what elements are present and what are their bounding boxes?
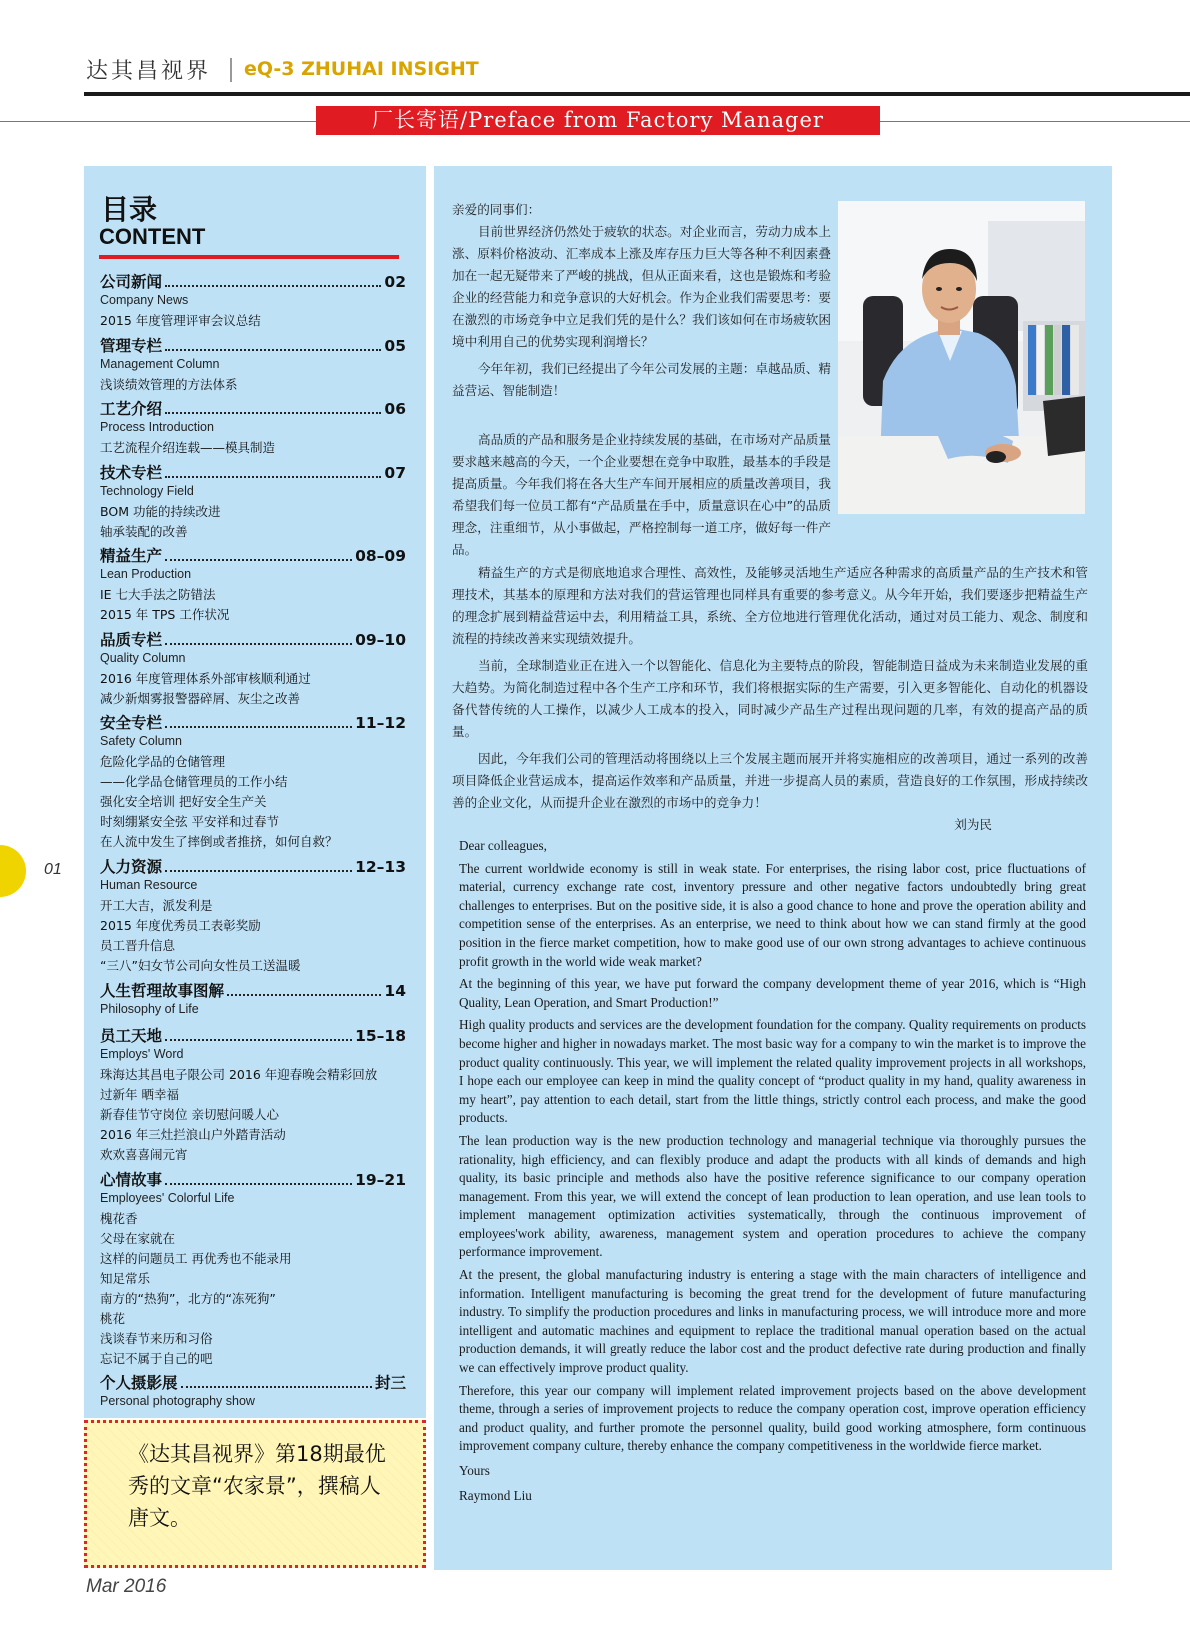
letter-zh-paragraph: 高品质的产品和服务是企业持续发展的基础，在市场对产品质量要求越来越高的今天，一个企业要想在竞争中取胜，最基本的手段是提高质量。今年我们将在各大生产车间开展相应的质量改善项目，我希望我们每一位员工都有“产品质量在手中，质量意识在心中”的品质理念，注重细节，从小事做起，严格控制每一道工序，做好每一件产品。 <box>452 432 831 557</box>
toc-item[interactable]: 忘记不属于自己的吧 <box>100 1351 213 1366</box>
page-tab-marker <box>0 845 26 897</box>
toc-item[interactable]: 浅谈春节来历和习俗 <box>100 1331 213 1346</box>
portrait-illustration <box>838 201 1085 514</box>
toc-leader-dots <box>227 994 381 996</box>
toc-entry-en: Lean Production <box>100 567 192 581</box>
toc-item[interactable]: 南方的“热狗”，北方的“冻死狗” <box>100 1291 276 1306</box>
letter-en-greeting: Dear colleagues, <box>459 838 547 853</box>
toc-entry-en: Quality Column <box>100 651 186 665</box>
letter-zh-greeting: 亲爱的同事们： <box>452 202 541 217</box>
toc-entry-page: 08–09 <box>355 547 406 565</box>
toc-item[interactable]: 强化安全培训 把好安全生产关 <box>100 794 267 809</box>
toc-entry-title: 精益生产 <box>100 547 163 565</box>
toc-item[interactable]: 2016 年三灶拦浪山户外踏青活动 <box>100 1127 286 1142</box>
toc-entry-en: Technology Field <box>100 484 194 498</box>
toc-item[interactable]: 开工大吉，派发利是 <box>100 898 213 913</box>
toc-item[interactable]: ——化学品仓储管理员的工作小结 <box>100 774 288 789</box>
toc-entry-technology[interactable] <box>100 463 406 542</box>
page-number: 01 <box>44 861 62 878</box>
toc-entry-en: Philosophy of Life <box>100 1002 199 1016</box>
magazine-title-en: eQ-3 ZHUHAI INSIGHT <box>244 58 479 80</box>
letter-zh-paragraph: 精益生产的方式是彻底地追求合理性、高效性，及能够灵活地生产适应各种需求的高质量产品的生产技术和管理技术，其基本的原理和方法对我们的营运管理也同样具有重要的参考意义。从今年开始，我们要逐步把精益生产的理念扩展到精益营运中去，利用精益工具，系统、全方位地进行管理优化活动，通过对员工能力、观念、制度和流程的持续改善来实现绩效提升。 <box>452 565 1088 646</box>
toc-entry-page: 11–12 <box>355 714 406 732</box>
toc-entry-title: 管理专栏 <box>100 337 163 355</box>
letter-zh-paragraph: 因此，今年我们公司的管理活动将围绕以上三个发展主题而展开并将实施相应的改善项目，通过一系列的改善项目降低企业营运成本，提高运作效率和产品质量，并进一步提高人员的素质，营造良好的工作氛围，形成持续改善的企业文化，从而提升企业在激烈的市场中的竞争力！ <box>452 751 1088 810</box>
toc-item[interactable]: 槐花香 <box>100 1211 138 1226</box>
toc-item[interactable]: 知足常乐 <box>100 1271 151 1286</box>
toc-entry-en: Safety Column <box>100 734 182 748</box>
toc-item[interactable]: 轴承装配的改善 <box>100 524 188 539</box>
toc-entry-page: 09–10 <box>355 631 406 649</box>
toc-entry-philosophy[interactable] <box>100 981 406 1017</box>
section-line-right <box>880 121 1190 122</box>
letter-zh-paragraph: 今年年初，我们已经提出了今年公司发展的主题：卓越品质、精益营运、智能制造！ <box>452 361 831 398</box>
letter-zh-lower <box>452 562 1088 836</box>
toc-item[interactable]: 欢欢喜喜闹元宵 <box>100 1147 188 1162</box>
toc-entry-title: 人生哲理故事图解 <box>100 982 225 1000</box>
toc-entry-page: 07 <box>384 464 406 482</box>
magazine-title-zh: 达其昌视界 <box>86 59 212 84</box>
section-title: 厂长寄语/Preface from Factory Manager <box>372 108 824 132</box>
toc-entry-photography[interactable] <box>100 1373 406 1409</box>
toc-entry-colorful-life[interactable] <box>100 1170 406 1369</box>
letter-en-paragraph: The lean production way is the new production technology and managerial technique via thoroughly pursues the rationality, high efficiency, and can flexibly produce and adapt the products with all kinds of demands and high quality, its basic principle and methods also have the positive reference significance to our company operation management. From this year, we will extend the concept of lean production to lean operation, and use lean tools to implement management optimization activities systematically, through the continuous improvement of employees'work ability, awareness, management system and operation procedures to achieve the company performance improvement. <box>459 1132 1086 1260</box>
toc-title-en: CONTENT <box>99 224 206 249</box>
toc-leader-dots <box>165 726 352 728</box>
toc-item[interactable]: 时刻绷紧安全弦 平安祥和过春节 <box>100 814 279 829</box>
toc-item[interactable]: 工艺流程介绍连载——模具制造 <box>100 440 276 455</box>
toc-entry-employees-world[interactable] <box>100 1026 406 1165</box>
toc-leader-dots <box>165 1039 352 1041</box>
toc-entry-page: 12–13 <box>355 858 406 876</box>
toc-entry-title: 品质专栏 <box>100 631 163 649</box>
section-line-left <box>0 121 316 122</box>
toc-item[interactable]: 2015 年 TPS 工作状况 <box>100 607 230 622</box>
letter-en-closing: Yours <box>459 1463 490 1478</box>
toc-leader-dots <box>181 1386 372 1388</box>
letter-en-paragraph: At the present, the global manufacturing industry is entering a stage with the main characters of intelligence and information. Intelligent manufacturing is becoming the great trend for the development of future manufacturing industry. To simplify the production procedures and links in manufacturing process, we will introduce more and more intelligent and automatic machines and equipment to replace the traditional manual operation based on the actual production demands, it will greatly reduce the labor cost and the product defective rate during production and finally we can effectively improve product quality. <box>459 1267 1086 1376</box>
toc-entry-en: Human Resource <box>100 878 198 892</box>
toc-rule <box>99 255 399 259</box>
toc-leader-dots <box>165 285 381 287</box>
toc-entry-page: 19–21 <box>355 1171 406 1189</box>
letter-en-paragraph: The current worldwide economy is still in weak state. For enterprises, the rising labor cost, price fluctuations of material, currency exchange rate cost, inventory pressure and other negative factors undoubtedly bring great challenges to enterprises. But on the positive side, it is also a good chance to hone and prove the operation ability and competition sense of the enterprises. As an enterprise, we need to think about how we can stand firmly at the good position in the fierce market competition, how to make good use of our own strong advantages to achieve continuous profit growth in the world wide weak market? <box>459 860 1086 969</box>
toc-leader-dots <box>165 643 352 645</box>
toc-leader-dots <box>165 870 352 872</box>
toc-entry-en: Process Introduction <box>100 420 214 434</box>
toc-entry-title: 员工天地 <box>100 1027 163 1045</box>
toc-item[interactable]: 2015 年度优秀员工表彰奖励 <box>100 918 261 933</box>
toc-entry-safety[interactable] <box>100 713 406 852</box>
toc-entry-title: 公司新闻 <box>100 273 163 291</box>
factory-manager-photo <box>838 201 1085 514</box>
letter-zh-paragraph: 目前世界经济仍然处于疲软的状态。对企业而言，劳动力成本上涨、原料价格波动、汇率成本上涨及库存压力巨大等各种不利因素叠加在一起无疑带来了严峻的挑战，但从正面来看，这也是锻炼和考验企业的经营能力和竞争意识的大好机会。作为企业我们需要思考：要在激烈的市场竞争中立足我们凭的是什么？我们该如何在市场疲软困境中利用自己的优势实现利润增长？ <box>452 224 831 349</box>
toc-item[interactable]: 危险化学品的仓储管理 <box>100 754 226 769</box>
letter-en-paragraph: High quality products and services are the development foundation for the company. Quality requirements on products become higher and higher in nowadays market. The most basic way for a company to win the market is to improve the product quality continuously. This year, we will implement the related quality improvement projects in all workshops, I hope each our employee can keep in mind the quality concept of “product quality in my hand, quality awareness in my heart”, pay attention to each detail, start from the little things, strictly control each process, and make the good products. <box>459 1017 1086 1126</box>
toc-entry-en: Company News <box>100 293 189 307</box>
toc-entry-page: 02 <box>384 273 406 291</box>
toc-entry-page: 15–18 <box>355 1027 406 1045</box>
toc-entry-hr[interactable] <box>100 857 406 976</box>
toc-leader-dots <box>165 412 381 414</box>
toc-entry-title: 技术专栏 <box>100 464 163 482</box>
letter-en-paragraph: Therefore, this year our company will implement related improvement projects based on the above development theme, through a series of improvement projects to reduce the company operation cost, improve operation efficiency and product quality, and further promote the personnel quality, build good working atmosphere, form continuous improvement company culture, thereby enhance the company competitiveness in the worldwide fierce market. <box>459 1382 1086 1454</box>
toc-entry-page: 封三 <box>374 1374 406 1392</box>
toc-entry-en: Personal photography show <box>100 1394 255 1408</box>
toc-entry-title: 工艺介绍 <box>100 400 163 418</box>
toc-item[interactable]: 减少新烟雾报警器碎屑、灰尘之改善 <box>100 691 301 706</box>
toc-leader-dots <box>165 349 381 351</box>
toc-entry-quality[interactable] <box>100 630 406 709</box>
letter-zh-signature: 刘为民 <box>954 817 992 832</box>
toc-leader-dots <box>165 476 381 478</box>
toc-entry-title: 安全专栏 <box>100 714 163 732</box>
best-article-text: 《达其昌视界》第18期最优秀的文章“农家景”，撰稿人唐文。 <box>128 1442 386 1530</box>
letter-en <box>459 837 1086 1505</box>
toc-entry-title: 人力资源 <box>100 858 163 876</box>
toc-item[interactable]: 浅谈绩效管理的方法体系 <box>100 377 238 392</box>
toc-item[interactable]: 2016 年度管理体系外部审核顺利通过 <box>100 671 311 686</box>
toc-entry-page: 06 <box>384 400 406 418</box>
toc-item[interactable]: 桃花 <box>100 1311 126 1326</box>
letter-zh-upper <box>452 199 831 402</box>
toc-item[interactable]: 2015 年度管理评审会议总结 <box>100 313 261 328</box>
letter-zh-paragraph: 当前，全球制造业正在进入一个以智能化、信息化为主要特点的阶段，智能制造日益成为未来制造业发展的重大趋势。为简化制造过程中各个生产工序和环节，我们将根据实际的生产需要，引入更多智能化、自动化的机器设备代替传统的人工操作，以减少人工成本的投入，同时减少产品生产过程出现问题的几率，有效的提高产品的质量。 <box>452 658 1088 739</box>
toc-item[interactable]: 新春佳节守岗位 亲切慰问暖人心 <box>100 1107 279 1122</box>
toc-entry-en: Employees' Colorful Life <box>100 1191 235 1205</box>
toc-item[interactable]: IE 七大手法之防错法 <box>100 587 216 602</box>
toc-item[interactable]: 父母在家就在 <box>100 1231 176 1246</box>
toc-entry-lean[interactable] <box>100 546 406 625</box>
header-rule <box>84 92 1190 96</box>
toc-item[interactable]: “三八”妇女节公司向女性员工送温暖 <box>100 958 301 973</box>
letter-en-signature: Raymond Liu <box>459 1487 532 1503</box>
toc-leader-dots <box>165 1183 352 1185</box>
header-separator <box>230 58 232 82</box>
toc-entry-page: 14 <box>384 982 406 1000</box>
toc-entry-page: 05 <box>384 337 406 355</box>
toc-leader-dots <box>165 559 352 561</box>
toc-item[interactable]: 这样的问题员工 再优秀也不能录用 <box>100 1251 292 1266</box>
toc-item[interactable]: 在人流中发生了摔倒或者推挤，如何自救？ <box>100 834 338 849</box>
toc-item[interactable]: 过新年 晒幸福 <box>100 1087 179 1102</box>
toc-entry-title: 心情故事 <box>100 1171 163 1189</box>
issue-date: Mar 2016 <box>86 1576 167 1597</box>
letter-en-paragraph: At the beginning of this year, we have put forward the company development theme of year 2016, which is “High Quality, Lean Operation, and Smart Production!” <box>459 976 1086 1010</box>
toc-entry-company-news[interactable] <box>100 272 406 331</box>
letter-zh-quality-upper <box>452 429 831 561</box>
toc-entry-title: 个人摄影展 <box>100 1374 178 1392</box>
toc-item[interactable]: BOM 功能的持续改进 <box>100 504 221 519</box>
toc-entry-management[interactable] <box>100 336 406 395</box>
toc-item[interactable]: 珠海达其昌电子限公司 2016 年迎春晚会精彩回放 <box>100 1067 378 1082</box>
toc-entry-process[interactable] <box>100 399 406 458</box>
toc-entry-en: Management Column <box>100 357 220 371</box>
toc-item[interactable]: 员工晋升信息 <box>100 938 176 953</box>
toc-title-zh: 目录 <box>101 193 158 226</box>
toc-entry-en: Employs' Word <box>100 1047 184 1061</box>
